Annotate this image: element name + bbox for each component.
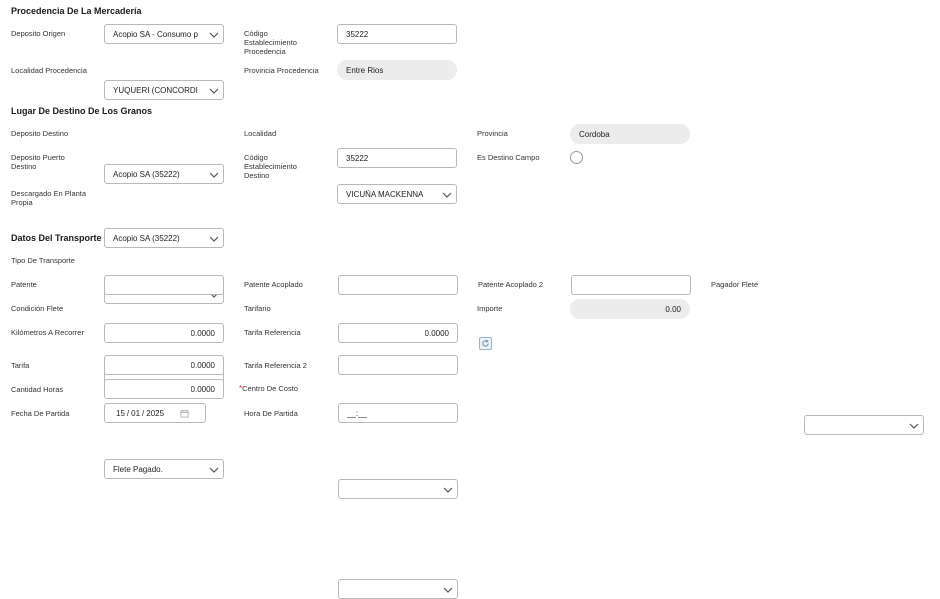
- es-destino-campo-label: Es Destino Campo: [477, 153, 540, 162]
- codigo-destino-label: Código Establecimiento Destino: [244, 153, 297, 180]
- cantidad-horas-label: Cantidad Horas: [11, 385, 64, 394]
- chevron-down-icon: [209, 88, 219, 94]
- chevron-down-icon: [209, 32, 219, 38]
- chevron-down-icon: [443, 587, 453, 593]
- condicion-flete-select[interactable]: Flete Pagado.: [104, 459, 224, 479]
- localidad-destino-label: Localidad: [244, 129, 277, 138]
- patente-acoplado-input[interactable]: [338, 275, 458, 295]
- tarifario-label: Tarifario: [244, 304, 271, 313]
- es-destino-campo-radio[interactable]: [570, 151, 583, 164]
- pagador-flete-label: Pagador Flete: [711, 280, 759, 289]
- tarifa-referencia-input[interactable]: 0.0000: [338, 323, 458, 343]
- fecha-partida-input[interactable]: [104, 403, 206, 423]
- tarifa-label: Tarifa: [11, 361, 30, 370]
- deposito-origen-label: Deposito Origen: [11, 29, 66, 38]
- condicion-flete-label: Condición Flete: [11, 304, 64, 313]
- patente-label: Patente: [11, 280, 37, 289]
- transporte-title: Datos Del Transporte: [11, 233, 102, 243]
- fecha-sep: /: [126, 408, 130, 418]
- patente-acoplado2-input[interactable]: [571, 275, 691, 295]
- provincia-destino-label: Provincia: [477, 129, 508, 138]
- importe-label: Importe: [477, 304, 503, 313]
- calendar-icon[interactable]: [180, 409, 189, 420]
- chevron-down-icon: [209, 467, 219, 473]
- destino-title: Lugar De Destino De Los Granos: [11, 106, 153, 116]
- km-label: Kilómetros A Recorrer: [11, 328, 84, 337]
- deposito-puerto-label: Deposito Puerto Destino: [11, 153, 65, 171]
- localidad-procedencia-label: Localidad Procedencia: [11, 66, 87, 75]
- centro-costo-label: *Centro De Costo: [239, 384, 298, 393]
- deposito-destino-select[interactable]: Acopio SA (35222): [104, 164, 224, 184]
- hora-partida-input[interactable]: __:__: [338, 403, 458, 423]
- chevron-down-icon: [209, 236, 219, 242]
- deposito-origen-select[interactable]: [104, 24, 224, 44]
- deposito-destino-label: Deposito Destino: [11, 129, 69, 138]
- localidad-procedencia-select[interactable]: [104, 80, 224, 100]
- tarifario-select[interactable]: [338, 479, 458, 499]
- codigo-procedencia-input[interactable]: 35222: [337, 24, 457, 44]
- provincia-destino-field: Cordoba: [570, 124, 690, 144]
- fecha-sep: /: [142, 408, 145, 418]
- pagador-flete-select[interactable]: [804, 415, 924, 435]
- tarifa-referencia2-input[interactable]: [338, 355, 458, 375]
- localidad-destino-select[interactable]: VICUÑA MACKENNA: [337, 184, 457, 204]
- centro-costo-select[interactable]: [338, 579, 458, 599]
- patente-acoplado-label: Patente Acoplado: [244, 280, 303, 289]
- procedencia-title: Procedencia De La Mercadería: [11, 6, 142, 16]
- localidad-procedencia-value: YUQUERI (CONCORDI: [113, 85, 198, 95]
- provincia-procedencia-field: Entre Rios: [337, 60, 457, 80]
- refresh-icon[interactable]: [479, 337, 492, 350]
- fecha-year: 2025: [146, 408, 165, 418]
- provincia-procedencia-label: Provincia Procedencia: [244, 66, 319, 75]
- tipo-transporte-label: Tipo De Transporte: [11, 256, 75, 265]
- patente-input[interactable]: [104, 275, 224, 295]
- tarifa-referencia-label: Tarifa Referencia: [244, 328, 301, 337]
- chevron-down-icon: [442, 192, 452, 198]
- fecha-month: 01: [131, 408, 141, 418]
- required-marker: *: [239, 384, 243, 393]
- importe-field: 0.00: [570, 299, 690, 319]
- codigo-procedencia-label: Código Establecimiento Procedencia: [244, 29, 297, 56]
- fecha-day: 15: [116, 408, 125, 418]
- patente-acoplado2-label: Patente Acoplado 2: [478, 280, 544, 289]
- descargado-label: Descargado En Planta Propia: [11, 189, 87, 207]
- codigo-destino-input[interactable]: 35222: [337, 148, 457, 168]
- chevron-down-icon: [909, 423, 919, 429]
- km-input[interactable]: 0.0000: [104, 323, 224, 343]
- deposito-origen-value: Acopio SA - Consumo p: [113, 29, 198, 39]
- tarifa-input[interactable]: 0.0000: [104, 355, 224, 375]
- fecha-partida-label: Fecha De Partida: [11, 409, 70, 418]
- hora-partida-label: Hora De Partida: [244, 409, 298, 418]
- cantidad-horas-input[interactable]: 0.0000: [104, 379, 224, 399]
- tarifa-referencia2-label: Tarifa Referencia 2: [244, 361, 307, 370]
- chevron-down-icon: [443, 487, 453, 493]
- chevron-down-icon: [209, 172, 219, 178]
- deposito-puerto-select[interactable]: Acopio SA (35222): [104, 228, 224, 248]
